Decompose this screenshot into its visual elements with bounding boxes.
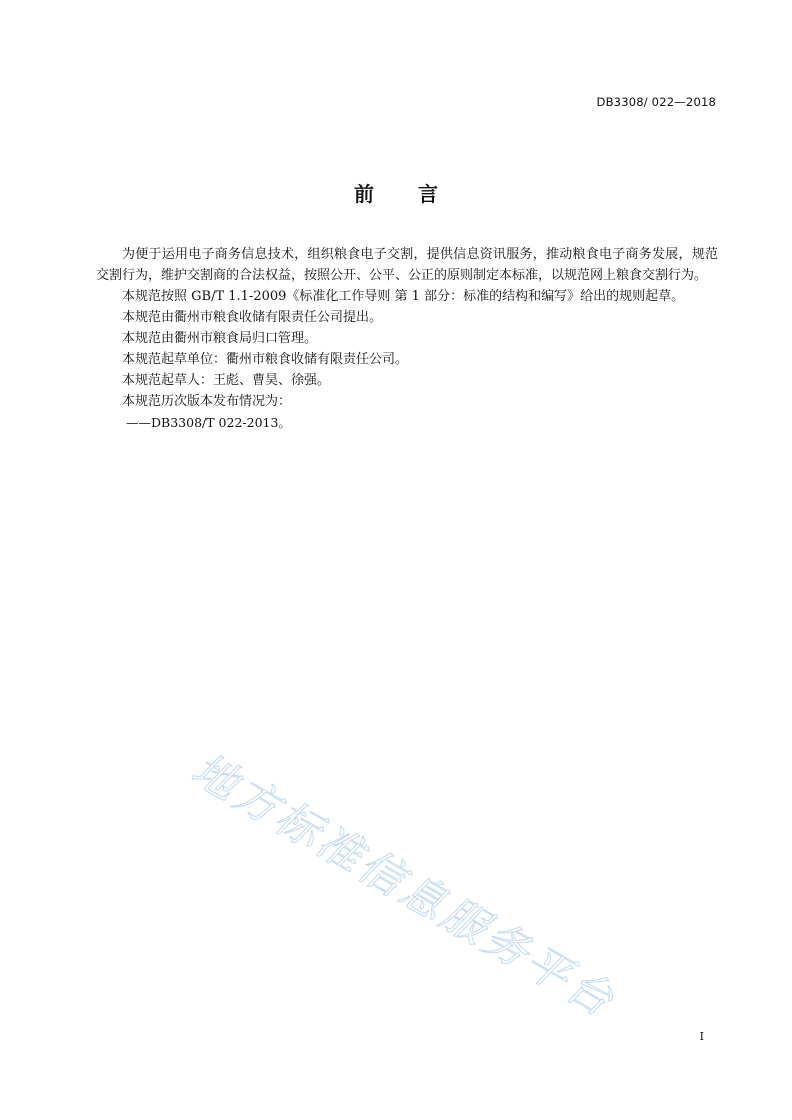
watermark: 地方标准信息服务平台: [183, 743, 625, 1028]
paragraph-management: 本规范由衢州市粮食局归口管理。: [122, 331, 318, 346]
document-code: DB3308/ 022—2018: [596, 95, 716, 109]
page-number: I: [699, 1030, 704, 1043]
paragraph-history-intro: 本规范历次版本发布情况为：: [122, 394, 292, 409]
title-char-1: 前: [354, 182, 374, 206]
paragraph-drafting-rules: 本规范按照 GB/T 1.1-2009《标准化工作导则 第 1 部分：标准的结构和编写》给出的规则起草。: [122, 289, 685, 304]
title-char-2: 言: [418, 182, 438, 206]
paragraph-purpose: 为便于运用电子商务信息技术，组织粮食电子交割，提供信息资讯服务，推动粮食电子商务发展，规范交割行为，维护交割商的合法权益，按照公开、公平、公正的原则制定本标准，以规范网上粮食交割行为。: [96, 247, 718, 283]
foreword-body: [96, 244, 718, 433]
paragraph-drafters: 本规范起草人：王彪、曹昊、徐强。: [122, 373, 331, 388]
paragraph-proposer: 本规范由衢州市粮食收储有限责任公司提出。: [122, 310, 383, 325]
paragraph-history-item: ——DB3308/T 022-2013。: [126, 415, 291, 430]
paragraph-drafting-unit: 本规范起草单位：衢州市粮食收储有限责任公司。: [122, 352, 409, 367]
page-title: [0, 178, 792, 207]
